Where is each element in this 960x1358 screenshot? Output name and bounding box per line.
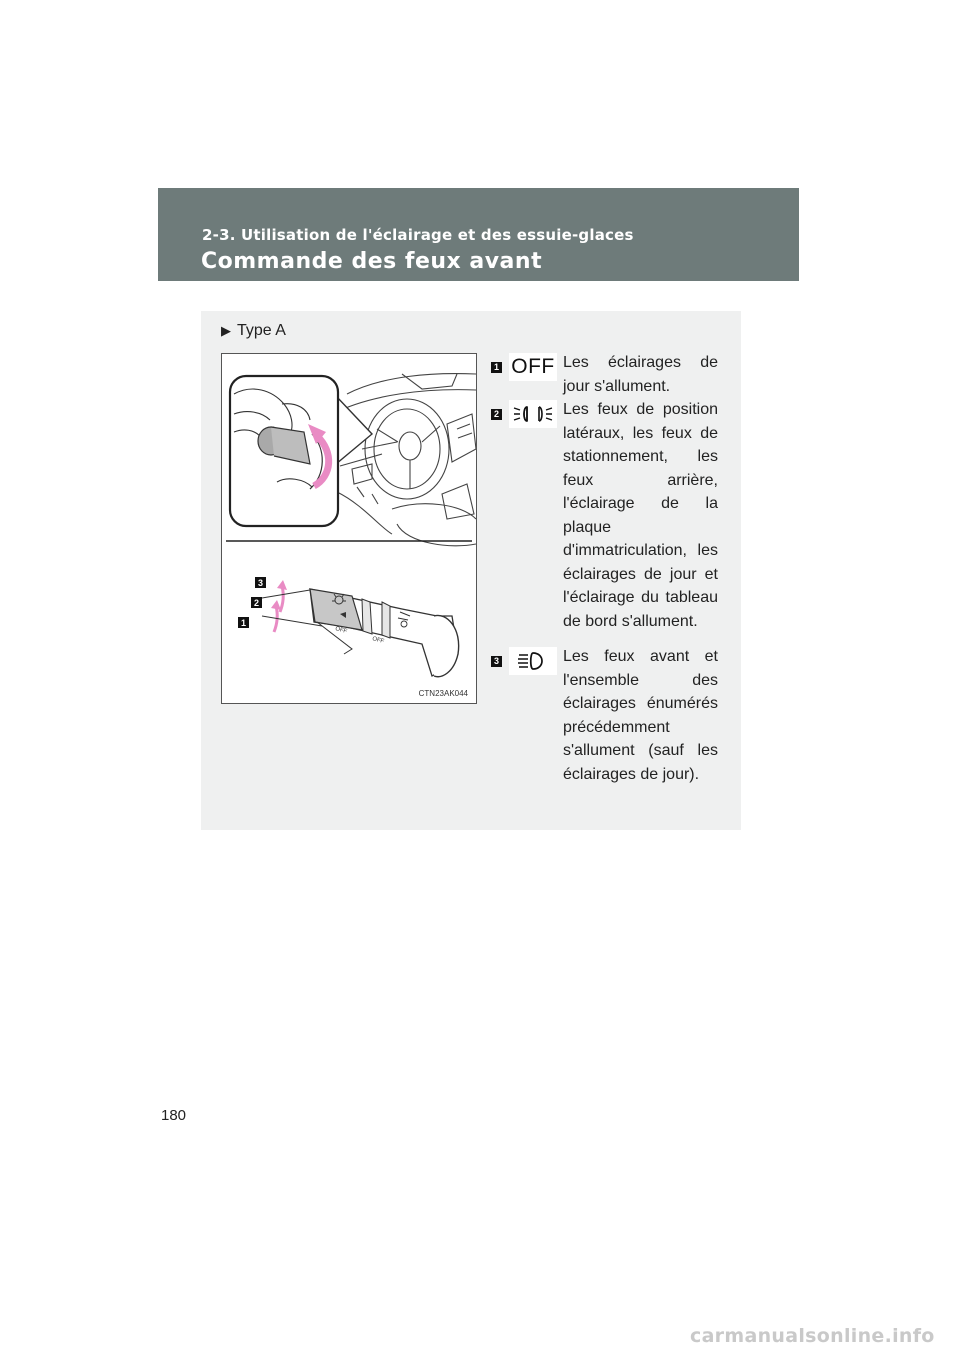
switch-off-label-2: OFF <box>371 636 385 646</box>
callout-2-label: 2 <box>253 598 260 608</box>
callout-1-label: 1 <box>240 618 247 628</box>
headlight-icon <box>509 647 557 675</box>
legend-number-3: 3 <box>491 656 502 667</box>
headlight-switch-illustration <box>221 353 477 704</box>
illustration-svg <box>222 354 476 703</box>
legend-number-2: 2 <box>491 409 502 420</box>
legend-text-2: Les feux de position latéraux, les feux de stationnement, les feux arrière, l'éclairage de la plaque d'immatriculation, les éclairages de jour et l'éclairage du tableau de bord s'allument. <box>563 401 718 630</box>
position-lights-icon <box>509 400 557 428</box>
callout-3-label: 3 <box>257 578 264 588</box>
triangle-bullet-icon: ▶ <box>221 323 231 338</box>
page-number: 180 <box>161 1107 187 1124</box>
position-arrow-1-head <box>277 580 287 590</box>
switch-off-label-1: OFF <box>334 626 348 636</box>
illustration-code: CTN23AK044 <box>418 689 468 698</box>
lever-drawing <box>310 589 459 677</box>
content-panel <box>201 311 741 830</box>
position-arrow-2-head <box>271 600 281 610</box>
type-label-text: Type A <box>237 322 286 339</box>
legend-text-3: Les feux avant et l'ensemble des éclairages énumérés précédemment s'allument (sauf les éclairages de jour). <box>563 648 718 783</box>
off-symbol-icon <box>509 353 557 381</box>
position-arrow-2 <box>274 606 277 632</box>
off-symbol-text: OFF <box>511 355 555 378</box>
watermark: carmanualsonline.info <box>690 1325 935 1347</box>
type-label <box>221 322 286 340</box>
legend-number-1: 1 <box>491 362 502 373</box>
dashboard-drawing <box>332 374 476 546</box>
legend-text-1: Les éclairages de jour s'allument. <box>563 354 718 395</box>
zoom-pointer <box>336 396 372 464</box>
section-header <box>158 188 799 281</box>
section-title: 2-3. Utilisation de l'éclairage et des essuie-glaces <box>202 226 634 244</box>
position-arrow-1 <box>280 586 283 612</box>
page-title: Commande des feux avant <box>201 249 543 274</box>
